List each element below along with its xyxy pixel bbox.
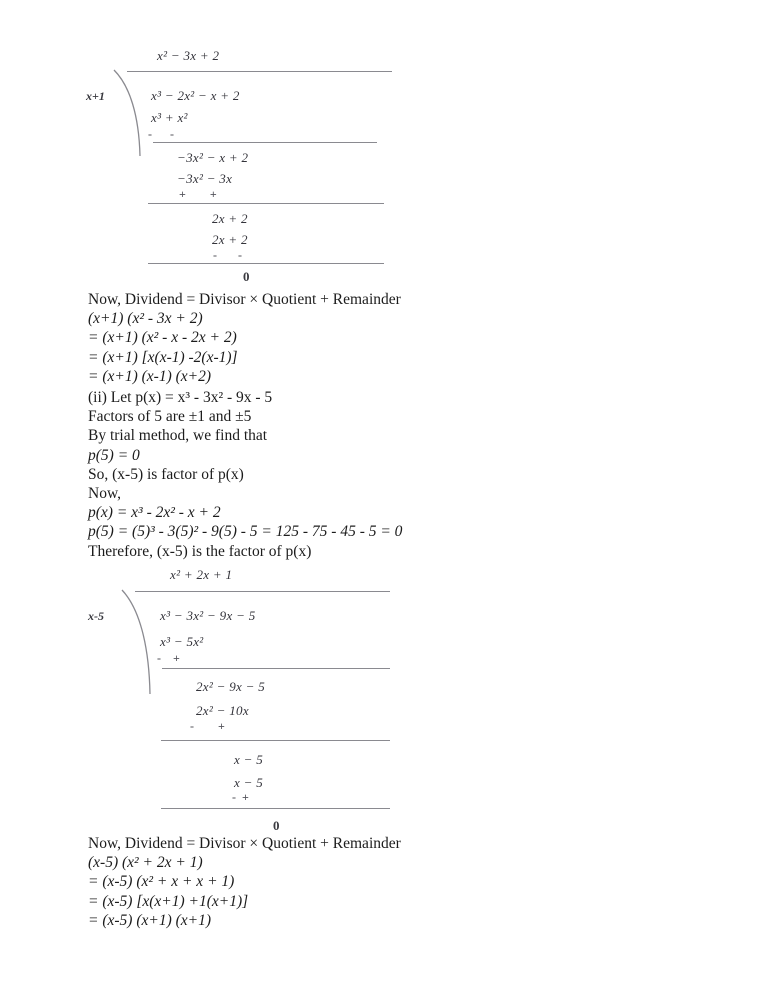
paragraph-one-line-1: Now, Dividend = Divisor × Quotient + Remainder [88, 291, 401, 308]
division-two-subtrahend-2: 2x² − 10x [196, 703, 249, 718]
division-two-signs-3: - + [232, 790, 249, 804]
division-two-divisor: x-5 [88, 609, 104, 623]
paragraph-two-line-7: p(x) = x³ - 2x² - x + 2 [88, 504, 221, 522]
paragraph-two-line-9: Therefore, (x-5) is the factor of p(x) [88, 542, 312, 560]
division-two-partial-2: x − 5 [234, 752, 264, 767]
division-one-rule-2 [148, 203, 384, 204]
paragraph-three-line-3: = (x-5) (x² + x + x + 1) [88, 873, 235, 891]
division-one-partial-2: 2x + 2 [212, 211, 248, 226]
division-one-quotient: x² − 3x + 2 [157, 48, 220, 63]
paragraph-three [88, 834, 401, 930]
division-one-subtrahend-1: x³ + x² [151, 110, 188, 125]
division-two-signs-2: - + [190, 719, 225, 733]
paragraph-two-line-8: p(5) = (5)³ - 3(5)² - 9(5) - 5 = 125 - 75 - 45 - 5 = 0 [88, 523, 403, 541]
paragraph-one-line-2: (x+1) (x² - 3x + 2) [88, 310, 203, 328]
paragraph-three-line-1: Now, Dividend = Divisor × Quotient + Remainder [88, 835, 401, 852]
paragraph-two-line-6: Now, [88, 485, 122, 503]
paragraph-two-line-5: So, (x-5) is factor of p(x) [88, 465, 244, 483]
division-two-partial-1: 2x² − 9x − 5 [196, 679, 266, 694]
paragraph-one-line-5: = (x+1) (x-1) (x+2) [88, 367, 212, 385]
paragraph-three-line-2: (x-5) (x² + 2x + 1) [88, 854, 203, 872]
paragraph-two [88, 388, 402, 561]
division-two-rule-2 [161, 740, 390, 741]
paragraph-one-line-4: = (x+1) [x(x-1) -2(x-1)] [88, 348, 238, 366]
division-two-dividend: x³ − 3x² − 9x − 5 [160, 608, 256, 623]
paragraph-one [88, 290, 401, 386]
paragraph-two-line-2: Factors of 5 are ±1 and ±5 [88, 408, 252, 426]
division-two-quotient: x² + 2x + 1 [170, 567, 233, 582]
division-one-subtrahend-2: −3x² − 3x [177, 171, 233, 186]
division-one-signs-1: - - [148, 127, 174, 141]
division-two-remainder: 0 [273, 818, 280, 833]
paragraph-three-line-4: = (x-5) [x(x+1) +1(x+1)] [88, 892, 249, 910]
division-two-rule-1 [162, 668, 390, 669]
division-two-vinculum [135, 591, 390, 592]
division-two-subtrahend-1: x³ − 5x² [160, 634, 204, 649]
division-one-rule-3 [148, 263, 384, 264]
paragraph-three-line-5: = (x-5) (x+1) (x+1) [88, 911, 212, 929]
paragraph-two-line-1: (ii) Let p(x) = x³ - 3x² - 9x - 5 [88, 389, 273, 406]
division-two-subtrahend-3: x − 5 [234, 775, 264, 790]
division-two-rule-3 [161, 808, 390, 809]
paragraph-one-line-3: = (x+1) (x² - x - 2x + 2) [88, 329, 237, 347]
paragraph-two-line-4: p(5) = 0 [88, 446, 140, 464]
division-one-signs-2: + + [179, 187, 217, 201]
division-one-signs-3: - - [213, 248, 242, 262]
division-one-partial-1: −3x² − x + 2 [177, 150, 249, 165]
division-one-divisor: x+1 [86, 89, 105, 103]
division-bracket-icon [112, 68, 152, 158]
division-one-vinculum [127, 71, 392, 72]
division-one-subtrahend-3: 2x + 2 [212, 232, 248, 247]
division-two-signs-1: - + [157, 651, 180, 665]
paragraph-two-line-3: By trial method, we find that [88, 427, 268, 445]
division-bracket-icon [120, 588, 160, 696]
division-one-dividend: x³ − 2x² − x + 2 [151, 88, 240, 103]
division-one-rule-1 [153, 142, 377, 143]
division-one-remainder: 0 [243, 269, 250, 284]
